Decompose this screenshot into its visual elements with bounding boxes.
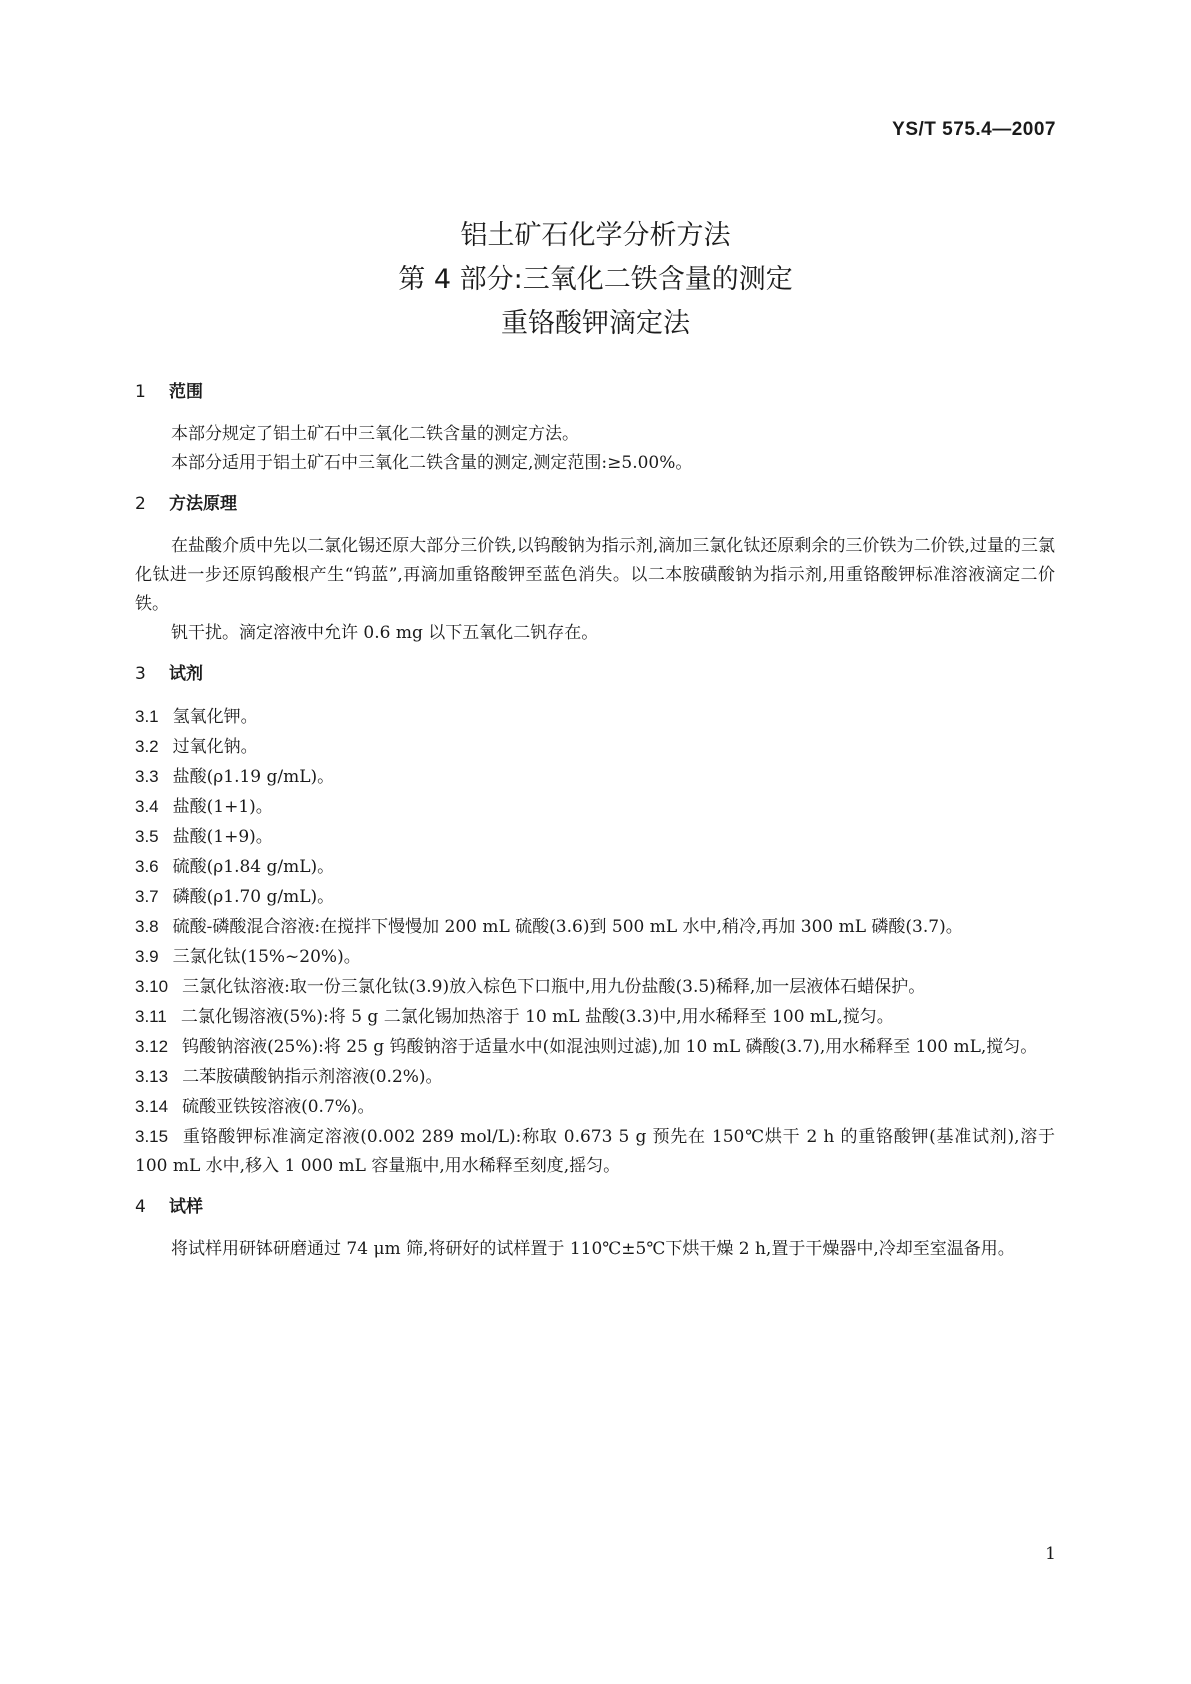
reagent-item (135, 972, 1055, 1002)
reagent-number: 3.11 (135, 1007, 167, 1026)
reagent-number: 3.5 (135, 827, 159, 846)
title-line-1: 铝土矿石化学分析方法 (460, 220, 731, 251)
section-number: 2 (135, 494, 146, 514)
reagent-item (135, 1002, 1055, 1032)
section-number: 1 (135, 382, 146, 402)
reagent-item (135, 792, 1055, 822)
reagent-text: 过氧化钠。 (172, 737, 258, 757)
paragraph: 本部分适用于铝土矿石中三氧化二铁含量的测定,测定范围:≥5.00%。 (171, 453, 693, 473)
reagent-item (135, 762, 1055, 792)
reagent-number: 3.4 (135, 797, 159, 816)
reagent-text: 重铬酸钾标准滴定溶液(0.002 289 mol/L):称取 0.673 5 g 预先在 150℃烘干 2 h 的重铬酸钾(基准试剂),溶于 100 mL 水中,移入 1 000 mL 容量瓶中,用水稀释至刻度,摇匀。 (135, 1127, 1055, 1176)
page-number: 1 (1045, 1544, 1056, 1564)
reagent-item (135, 732, 1055, 762)
document-title (0, 214, 1191, 346)
reagent-text: 二苯胺磺酸钠指示剂溶液(0.2%)。 (182, 1067, 443, 1087)
reagent-text: 硫酸-磷酸混合溶液:在搅拌下慢慢加 200 mL 硫酸(3.6)到 500 mL 水中,稍冷,再加 300 mL 磷酸(3.7)。 (172, 917, 963, 937)
document-body (135, 380, 1055, 1264)
reagent-number: 3.8 (135, 917, 159, 936)
reagent-number: 3.12 (135, 1037, 169, 1056)
reagent-item (135, 1062, 1055, 1092)
reagent-number: 3.14 (135, 1097, 169, 1116)
reagent-item (135, 1032, 1055, 1062)
paragraph: 钒干扰。滴定溶液中允许 0.6 mg 以下五氧化二钒存在。 (171, 623, 599, 643)
reagent-item (135, 852, 1055, 882)
section-heading-scope (135, 380, 1055, 404)
section-number: 3 (135, 664, 146, 684)
reagent-text: 三氯化钛(15%~20%)。 (172, 947, 361, 967)
paragraph: 本部分规定了铝土矿石中三氧化二铁含量的测定方法。 (171, 424, 579, 444)
reagent-item (135, 882, 1055, 912)
title-line-2: 第 4 部分:三氧化二铁含量的测定 (398, 264, 793, 295)
reagent-list (135, 702, 1055, 1181)
section-heading-sample (135, 1195, 1055, 1219)
reagent-number: 3.6 (135, 857, 159, 876)
reagent-text: 硫酸亚铁铵溶液(0.7%)。 (182, 1097, 375, 1117)
section-title: 试剂 (169, 664, 203, 684)
reagent-text: 三氯化钛溶液:取一份三氯化钛(3.9)放入棕色下口瓶中,用九份盐酸(3.5)稀释,加一层液体石蜡保护。 (182, 977, 926, 997)
reagent-number: 3.3 (135, 767, 159, 786)
reagent-number: 3.13 (135, 1067, 169, 1086)
section-number: 4 (135, 1197, 146, 1217)
section-heading-principle (135, 492, 1055, 516)
reagent-number: 3.2 (135, 737, 159, 756)
reagent-number: 3.7 (135, 887, 159, 906)
reagent-item (135, 1122, 1055, 1181)
paragraph: 将试样用研钵研磨通过 74 μm 筛,将研好的试样置于 110℃±5℃下烘干燥 2 h,置于干燥器中,冷却至室温备用。 (171, 1239, 1015, 1259)
reagent-item (135, 1092, 1055, 1122)
reagent-text: 二氯化锡溶液(5%):将 5 g 二氯化锡加热溶于 10 mL 盐酸(3.3)中,用水稀释至 100 mL,搅匀。 (180, 1007, 894, 1027)
section-title: 范围 (169, 382, 203, 402)
reagent-item (135, 702, 1055, 732)
reagent-text: 盐酸(1+1)。 (172, 797, 273, 817)
reagent-text: 盐酸(ρ1.19 g/mL)。 (172, 767, 335, 787)
reagent-item (135, 822, 1055, 852)
reagent-text: 盐酸(1+9)。 (172, 827, 273, 847)
reagent-text: 硫酸(ρ1.84 g/mL)。 (172, 857, 335, 877)
standard-code: YS/T 575.4—2007 (892, 119, 1056, 140)
reagent-item (135, 912, 1055, 942)
reagent-number: 3.15 (135, 1127, 169, 1146)
reagent-text: 钨酸钠溶液(25%):将 25 g 钨酸钠溶于适量水中(如混浊则过滤),加 10 mL 磷酸(3.7),用水稀释至 100 mL,搅匀。 (182, 1037, 1038, 1057)
paragraph: 在盐酸介质中先以二氯化锡还原大部分三价铁,以钨酸钠为指示剂,滴加三氯化钛还原剩余的三价铁为二价铁,过量的三氯化钛进一步还原钨酸根产生“钨蓝”,再滴加重铬酸钾至蓝色消失。以二本胺磺酸钠为指示剂,用重铬酸钾标准溶液滴定二价铁。 (135, 536, 1055, 614)
reagent-text: 磷酸(ρ1.70 g/mL)。 (172, 887, 335, 907)
reagent-number: 3.10 (135, 977, 169, 996)
reagent-number: 3.1 (135, 707, 159, 726)
reagent-number: 3.9 (135, 947, 159, 966)
reagent-text: 氢氧化钾。 (172, 707, 258, 727)
section-heading-reagents (135, 662, 1055, 686)
section-title: 方法原理 (169, 494, 237, 514)
title-line-3: 重铬酸钾滴定法 (501, 308, 690, 339)
section-title: 试样 (169, 1197, 203, 1217)
reagent-item (135, 942, 1055, 972)
